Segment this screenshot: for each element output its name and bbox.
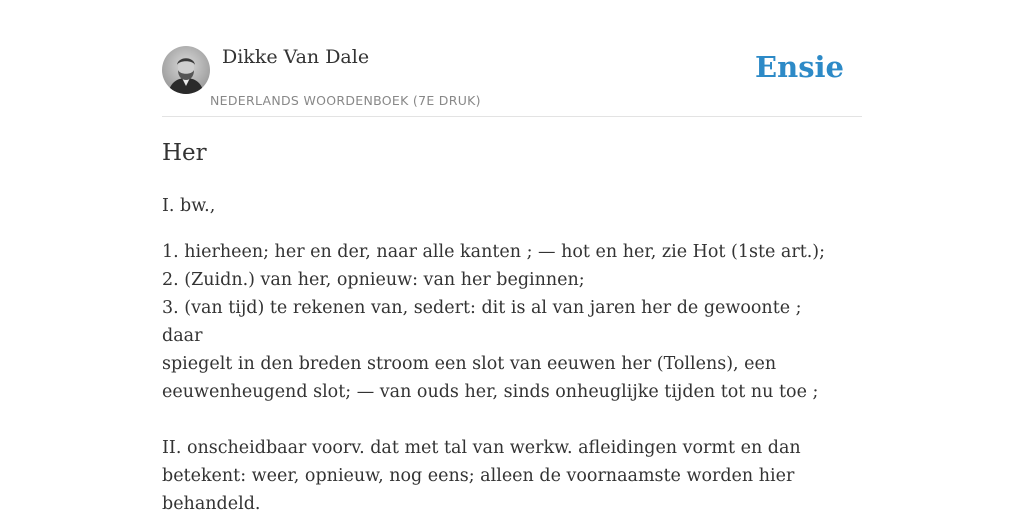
- portrait-image: [162, 46, 210, 94]
- part-of-speech-1: I. bw.,: [162, 196, 216, 216]
- source-label[interactable]: NEDERLANDS WOORDENBOEK (7E DRUK): [210, 93, 481, 108]
- definition-line-2: 2. (Zuidn.) van her, opnieuw: van her beginnen;: [162, 270, 585, 290]
- definition-line-3: 3. (van tijd) te rekenen van, sedert: dit is al van jaren her de gewoonte ; daar: [162, 298, 802, 346]
- definition-line-1: 1. hierheen; her en der, naar alle kanten ; — hot en her, zie Hot (1ste art.);: [162, 242, 826, 262]
- definition-line-7: betekent: weer, opnieuw, nog eens; alleen de voornaamste worden hier: [162, 466, 795, 486]
- definition-line-6: II. onscheidbaar voorv. dat met tal van werkw. afleidingen vormt en dan: [162, 438, 801, 458]
- paragraph-gap: [162, 406, 842, 434]
- author-avatar[interactable]: [162, 46, 210, 94]
- entry-body: [162, 192, 842, 518]
- ensie-logo[interactable]: Ensie: [755, 50, 844, 84]
- definition-line-4: spiegelt in den breden stroom een slot van eeuwen her (Tollens), een: [162, 354, 777, 374]
- entry-title: Her: [162, 140, 207, 166]
- site-header: [162, 46, 862, 117]
- definition-line-5: eeuwenheugend slot; — van ouds her, sinds onheuglijke tijden tot nu toe ;: [162, 382, 819, 402]
- definition-line-8: behandeld.: [162, 494, 261, 514]
- author-name[interactable]: Dikke Van Dale: [222, 46, 370, 68]
